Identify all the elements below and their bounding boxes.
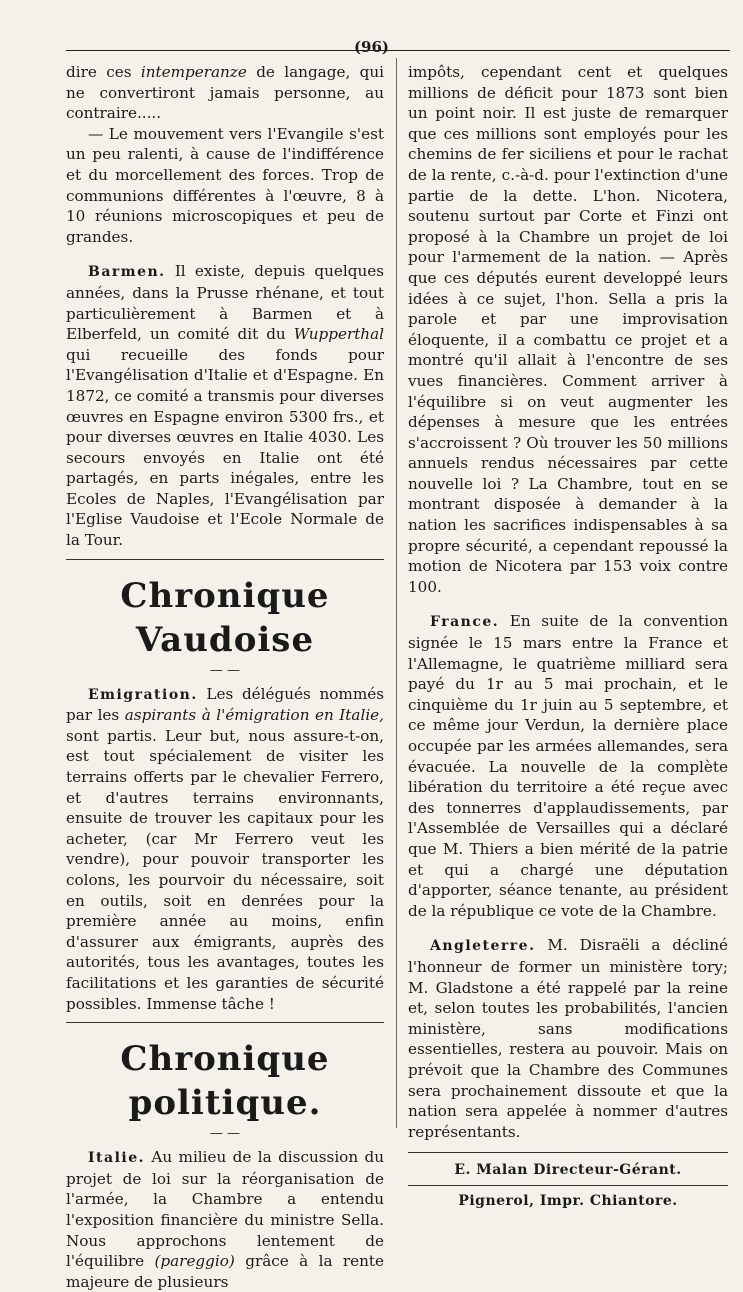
emigration-lead: Emigration. bbox=[88, 686, 198, 703]
section-rule bbox=[408, 1185, 728, 1186]
paragraph-emigration: Emigration. Les délégués nommés par les aspirants à l'émigration en Italie, sont partis. Leur but, nous assure-t-on, est tout spécialement de visiter les terrains offerts par le chevalier Ferrero, et d'autres terrains environnants, ensuite de trouver les capitaux pour les acheter, (car Mr Ferrero veut les vendre), pour pouvoir transporter les colons, les pourvoir du nécessaire, soit en outils, soit en denrées pour la première année au moins, enfin d'assurer aux émigrants, auprès des autorités, tous les avantages, toutes les facilitations et les garanties de sécurité possibles. Immense tâche ! bbox=[66, 684, 384, 1013]
imprint: Pignerol, Impr. Chiantore. bbox=[458, 1193, 678, 1210]
italie-lead: Italie. bbox=[88, 1150, 146, 1167]
heading-dash: — — bbox=[209, 1126, 241, 1142]
section-rule bbox=[66, 1022, 384, 1023]
section-rule bbox=[66, 559, 384, 560]
paragraph-italie: Italie. Au milieu de la discussion du projet de loi sur la réorganisation de l'armée, la Chambre a entendu l'exposition financière du ministre Sella. Nous approchons lentement de l'équilibre (pareggio) grâce à la rente majeure de plusieurs bbox=[66, 1148, 385, 1291]
paragraph-mouvement: — Le mouvement vers l'Evangile s'est un peu ralenti, à cause de l'indifférence et du morcellement des forces. Trop de communions différentes à l'œuvre, 8 à 10 réunions microscopiques et peu de grandes. bbox=[66, 124, 384, 246]
paragraph-impots: impôts, cependant cent et quelques millions de déficit pour 1873 sont bien un point noir. Il est juste de remarquer que ces millions sont employés pour les chemins de fer siciliens et pour le rachat de la rente, c.-à-d. pour l'extinction d'une partie de la dette. L'hon. Nicotera, soutenu surtout par Corte et Finzi ont proposé à la Chambre un projet de loi pour l'armement de la nation. — Après que ces députés eurent developpé leurs idées à ce sujet, l'hon. Sella a pris la parole et par une improvisation éloquente, il a combattu ce projet et a montré qu'il allait à l'encontre de ses vues financières. Comment arriver à l'équilibre si on veut augmenter les dépenses à mesure que les entrées s'accroissent ? Où trouver les 50 millions annuels rendus nécessaires par cette nouvelle loi ? La Chambre, tout en se montrant disposée à demander à la nation les sacrifices indispensables à sa propre sécurité, a cependant repoussé la motion de Nicotera par 153 voix contre 100. bbox=[408, 63, 728, 596]
paragraph-angleterre: Angleterre. M. Disraëli a décliné l'honneur de former un ministère tory; M. Gladstone a été rappelé par la reine et, selon toutes les probabilités, l'ancien ministère, sans modifications essentielles, restera au pouvoir. Mais on prévoit que la Chambre des Communes sera prochainement dissoute et que la nation sera appelée à nommer d'autres représentants. bbox=[408, 936, 728, 1141]
signature: E. Malan Directeur-Gérant. bbox=[454, 1162, 682, 1179]
barmen-lead: Barmen. bbox=[88, 264, 166, 281]
paragraph-intemperanze: dire ces intemperanze de langage, qui ne convertiront jamais personne, au contraire..... bbox=[66, 63, 385, 123]
left-column bbox=[66, 62, 384, 1292]
page-number: (96) bbox=[353, 38, 390, 56]
paragraph-france: France. En suite de la convention signée le 15 mars entre la France et l'Allemagne, le quatrième milliard sera payé du 1r au 5 mai prochain, et le cinquième du 1r juin au 5 septembre, et ce même jour Verdun, la dernière place occupée par les armées allemandes, sera évacuée. La nouvelle de la complète libération du territoire a été reçue avec des tonnerres d'applaudissements, par l'Assemblée de Versailles qui a déclaré que M. Thiers a bien mérité de la patrie et qui a chargé une députation d'apporter, séance tenante, au président de la république ce vote de la Chambre. bbox=[408, 612, 728, 920]
right-column bbox=[408, 62, 728, 1212]
column-divider bbox=[396, 58, 397, 1128]
heading-chronique-politique: Chronique politique. bbox=[120, 1039, 330, 1124]
paragraph-barmen: Barmen. Il existe, depuis quelques années, dans la Prusse rhénane, et tout particulièrement à Barmen et à Elberfeld, un comité dit du Wupperthal qui recueille des fonds pour l'Evangélisation d'Italie et d'Espagne. En 1872, ce comité a transmis pour diverses œuvres en Espagne environ 5300 frs., et pour diverses œuvres en Italie 4030. Les secours envoyés en Italie ont été partagés, en parts inégales, entre les Ecoles de Naples, l'Evangélisation par l'Eglise Vaudoise et l'Ecole Normale de la Tour. bbox=[66, 262, 385, 550]
france-lead: France. bbox=[430, 614, 500, 631]
heading-dash: — — bbox=[209, 662, 241, 678]
angleterre-lead: Angleterre. bbox=[430, 938, 536, 955]
header-rule bbox=[66, 50, 730, 51]
heading-chronique-vaudoise: Chronique Vaudoise bbox=[120, 575, 330, 660]
section-rule bbox=[408, 1152, 728, 1153]
